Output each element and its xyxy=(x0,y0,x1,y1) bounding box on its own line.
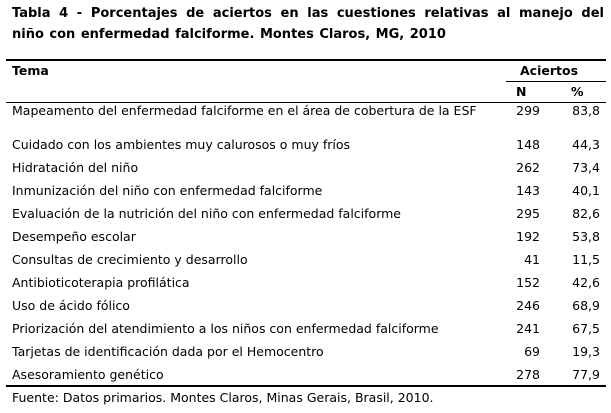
table-row xyxy=(6,207,606,230)
table-bottom-rule xyxy=(6,385,606,387)
row-n: 246 xyxy=(516,298,540,313)
row-pct: 53,8 xyxy=(572,229,600,244)
row-n: 262 xyxy=(516,160,540,175)
table-top-rule xyxy=(6,59,606,61)
row-n: 299 xyxy=(516,103,540,118)
row-tema: Consultas de crecimiento y desarrollo xyxy=(12,252,248,267)
row-tema: Cuidado con los ambientes muy calurosos o muy fríos xyxy=(12,137,351,152)
row-n: 41 xyxy=(524,252,540,267)
table-row xyxy=(6,138,606,161)
row-pct: 67,5 xyxy=(572,321,600,336)
header-n: N xyxy=(516,84,527,99)
row-tema: Priorización del atendimiento a los niños con enfermedad falciforme xyxy=(12,321,439,336)
table-row xyxy=(6,322,606,345)
table-row xyxy=(6,299,606,322)
header-pct: % xyxy=(571,84,584,99)
row-pct: 40,1 xyxy=(572,183,600,198)
row-tema: Tarjetas de identificación dada por el Hemocentro xyxy=(12,344,324,359)
aciertos-subrule xyxy=(506,81,606,82)
row-n: 278 xyxy=(516,367,540,382)
row-tema: Mapeamento del enfermedad falciforme en el área de cobertura de la ESF xyxy=(12,103,477,118)
row-pct: 44,3 xyxy=(572,137,600,152)
header-tema: Tema xyxy=(12,63,49,78)
header-aciertos: Aciertos xyxy=(520,63,579,78)
row-pct: 82,6 xyxy=(572,206,600,221)
row-pct: 83,8 xyxy=(572,103,600,118)
row-n: 241 xyxy=(516,321,540,336)
row-tema: Asesoramiento genético xyxy=(12,367,164,382)
row-tema: Uso de ácido fólico xyxy=(12,298,130,313)
row-n: 143 xyxy=(516,183,540,198)
row-n: 69 xyxy=(524,344,540,359)
table-body xyxy=(6,104,606,389)
table-row xyxy=(6,276,606,299)
table-source: Fuente: Datos primarios. Montes Claros, Minas Gerais, Brasil, 2010. xyxy=(12,390,434,405)
row-tema: Hidratación del niño xyxy=(12,160,139,175)
table-row xyxy=(6,184,606,207)
row-n: 192 xyxy=(516,229,540,244)
row-tema: Antibioticoterapia profilática xyxy=(12,275,190,290)
row-n: 152 xyxy=(516,275,540,290)
table-title: Tabla 4 - Porcentajes de aciertos en las cuestiones relativas al manejo del niño con enfermedad falciforme. Montes Claros, MG, 2010 xyxy=(12,6,604,42)
row-tema: Inmunización del niño con enfermedad falciforme xyxy=(12,183,323,198)
row-pct: 77,9 xyxy=(572,367,600,382)
row-pct: 19,3 xyxy=(572,344,600,359)
row-tema: Evaluación de la nutrición del niño con enfermedad falciforme xyxy=(12,206,401,221)
table-row xyxy=(6,345,606,368)
row-pct: 73,4 xyxy=(572,160,600,175)
row-pct: 42,6 xyxy=(572,275,600,290)
table-row xyxy=(6,161,606,184)
row-n: 295 xyxy=(516,206,540,221)
table-row xyxy=(6,230,606,253)
row-pct: 68,9 xyxy=(572,298,600,313)
table-row xyxy=(6,253,606,276)
row-pct: 11,5 xyxy=(572,252,600,267)
row-tema: Desempeño escolar xyxy=(12,229,136,244)
row-n: 148 xyxy=(516,137,540,152)
table-row xyxy=(6,104,606,138)
